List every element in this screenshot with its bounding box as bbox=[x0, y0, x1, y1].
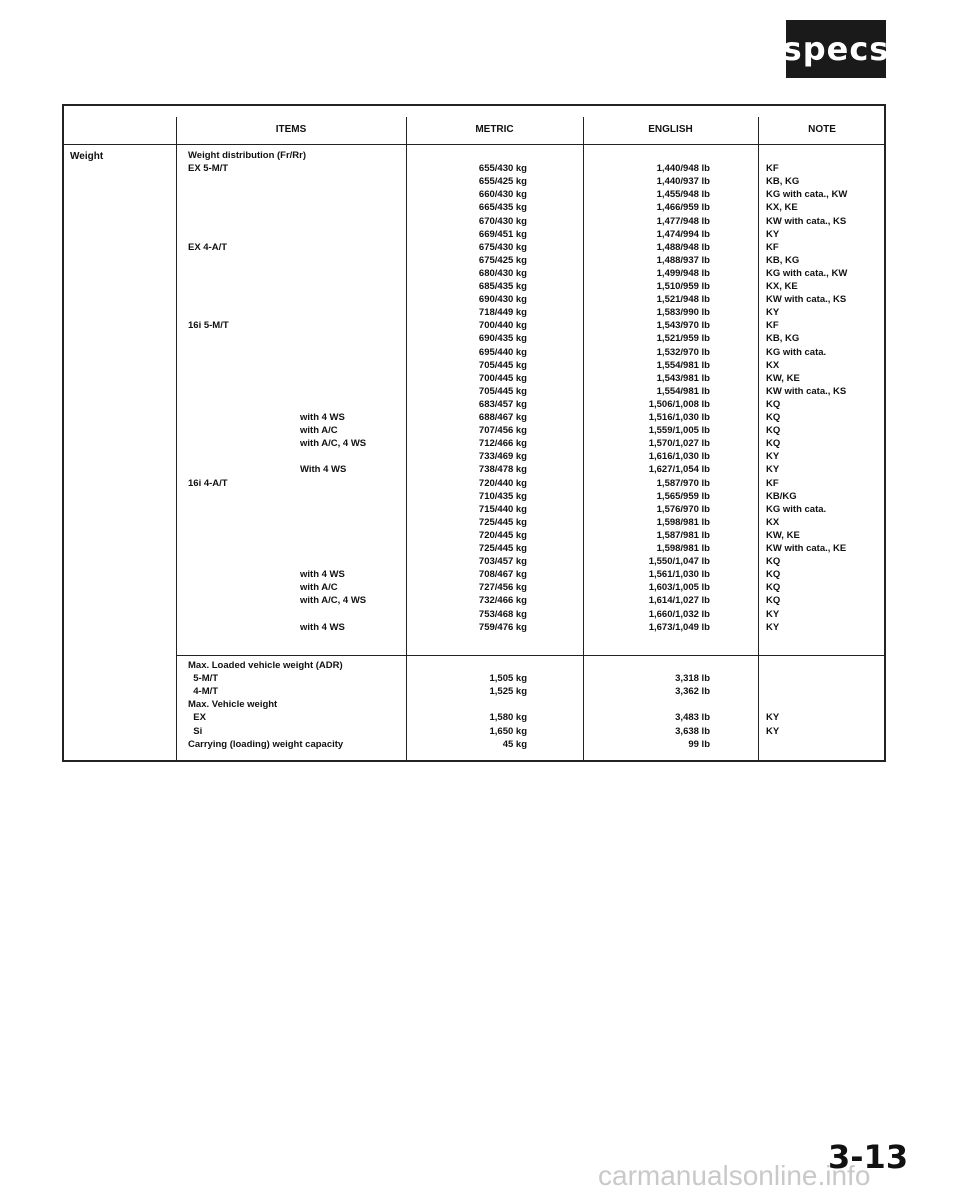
rows-e: 1,543/981 lb bbox=[656, 372, 710, 384]
rows2-m: 1,580 kg bbox=[489, 712, 527, 724]
rows-m: 700/445 kg bbox=[478, 372, 527, 384]
rows-n: KW with cata., KS bbox=[766, 294, 847, 306]
rows-l2: with A/C bbox=[300, 582, 338, 594]
watermark: carmanualsonline.info bbox=[598, 1160, 871, 1191]
header-rule bbox=[176, 144, 885, 145]
rows-m: 715/440 kg bbox=[478, 503, 527, 515]
rows-l2: with 4 WS bbox=[300, 621, 345, 633]
rows2-e: 3,318 lb bbox=[675, 673, 710, 685]
rows-l1: Weight distribution (Fr/Rr) bbox=[188, 150, 307, 161]
rows2-m: 45 kg bbox=[502, 738, 527, 750]
rows-e: 1,488/948 lb bbox=[656, 241, 710, 253]
rows-e: 1,440/937 lb bbox=[656, 176, 710, 188]
rows-m: 727/456 kg bbox=[478, 582, 527, 594]
rows-l1: EX 4-A/T bbox=[188, 241, 228, 253]
rows-m: 703/457 kg bbox=[478, 556, 527, 568]
rows-e: 1,583/990 lb bbox=[656, 307, 710, 319]
rows-e: 1,466/959 lb bbox=[656, 202, 710, 214]
rows-m: 660/430 kg bbox=[478, 189, 527, 201]
rows-e: 1,570/1,027 lb bbox=[648, 438, 710, 450]
rows2-m: 1,505 kg bbox=[489, 673, 527, 685]
rows-n: KF bbox=[766, 241, 779, 253]
rows-m: 705/445 kg bbox=[478, 359, 527, 371]
rows-m: 690/435 kg bbox=[478, 333, 527, 345]
rows-e: 1,559/1,005 lb bbox=[648, 425, 710, 437]
rows-l2: With 4 WS bbox=[300, 464, 347, 476]
rows-n: KQ bbox=[766, 398, 781, 410]
rows2-e: 3,362 lb bbox=[675, 686, 710, 698]
rows-l1: EX 5-M/T bbox=[188, 163, 229, 175]
rows-m: 675/430 kg bbox=[478, 241, 527, 253]
rows-l2: with A/C, 4 WS bbox=[300, 438, 367, 450]
rows-m: 705/445 kg bbox=[478, 385, 527, 397]
rows2-l1: Si bbox=[188, 725, 203, 737]
rows-m: 675/425 kg bbox=[478, 254, 527, 266]
rows2-l1: Carrying (loading) weight capacity bbox=[188, 738, 344, 750]
rows-l2: with A/C, 4 WS bbox=[300, 595, 367, 607]
rows-n: KW, KE bbox=[766, 529, 800, 541]
header-note: NOTE bbox=[808, 124, 836, 135]
rows-e: 1,603/1,005 lb bbox=[648, 582, 710, 594]
rows-e: 1,616/1,030 lb bbox=[648, 451, 710, 463]
rows-n: KY bbox=[766, 608, 780, 620]
rows2-e: 99 lb bbox=[688, 738, 710, 750]
rows-n: KX bbox=[766, 359, 780, 371]
rows-m: 759/476 kg bbox=[478, 621, 527, 633]
rows-m: 707/456 kg bbox=[478, 425, 527, 437]
rows-n: KY bbox=[766, 307, 780, 319]
rows-m: 655/430 kg bbox=[478, 163, 527, 175]
rows-n: KQ bbox=[766, 556, 781, 568]
rows-n: KF bbox=[766, 163, 779, 175]
rows-n: KB/KG bbox=[766, 490, 797, 502]
header-metric: METRIC bbox=[475, 124, 514, 135]
rows-n: KW, KE bbox=[766, 372, 800, 384]
rows-e: 1,516/1,030 lb bbox=[648, 412, 710, 423]
rows-e: 1,561/1,030 lb bbox=[648, 569, 710, 581]
rows-m: 685/435 kg bbox=[478, 281, 527, 292]
rows-e: 1,576/970 lb bbox=[656, 503, 710, 515]
rows-e: 1,477/948 lb bbox=[656, 215, 710, 227]
header-items: ITEMS bbox=[275, 124, 307, 135]
rows-m: 720/440 kg bbox=[478, 477, 527, 489]
rows-n: KF bbox=[766, 320, 779, 332]
rows-m: 725/445 kg bbox=[478, 516, 527, 528]
divider-note bbox=[758, 117, 759, 762]
rows2-m: 1,525 kg bbox=[489, 686, 527, 698]
rows-e: 1,598/981 lb bbox=[656, 516, 710, 528]
rows-l2: with 4 WS bbox=[300, 569, 345, 581]
rows-e: 1,474/994 lb bbox=[656, 228, 710, 240]
rows-e: 1,488/937 lb bbox=[656, 254, 710, 266]
rows-m: 710/435 kg bbox=[478, 490, 527, 502]
rows-n: KX, KE bbox=[766, 281, 798, 292]
header-english: ENGLISH bbox=[648, 124, 693, 135]
rows-n: KW with cata., KS bbox=[766, 215, 847, 227]
divider-items bbox=[176, 117, 177, 762]
rows-n: KW with cata., KS bbox=[766, 385, 847, 397]
rows-n: KY bbox=[766, 228, 780, 240]
rows-n: KQ bbox=[766, 582, 781, 594]
rows-m: 733/469 kg bbox=[478, 451, 527, 463]
rows-l1: 16i 4-A/T bbox=[188, 477, 228, 489]
rows2-l1: EX bbox=[188, 712, 206, 724]
rows-e: 1,554/981 lb bbox=[656, 385, 710, 397]
rows-e: 1,565/959 lb bbox=[656, 490, 710, 502]
rows-e: 1,532/970 lb bbox=[656, 346, 710, 358]
rows-e: 1,598/981 lb bbox=[656, 543, 710, 554]
rows-m: 655/425 kg bbox=[478, 176, 527, 188]
rows-n: KY bbox=[766, 464, 780, 476]
rows-n: KQ bbox=[766, 569, 781, 581]
rows-m: 695/440 kg bbox=[478, 346, 527, 358]
rows-e: 1,587/970 lb bbox=[656, 477, 710, 489]
rows2-l1: 5-M/T bbox=[188, 673, 219, 685]
rows-e: 1,440/948 lb bbox=[656, 163, 710, 175]
rows-n: KY bbox=[766, 451, 780, 463]
rows2-n: KY bbox=[766, 712, 780, 724]
rows2-l1: 4-M/T bbox=[188, 686, 219, 698]
rows-e: 1,627/1,054 lb bbox=[648, 464, 710, 476]
specs-badge: specs bbox=[786, 20, 886, 78]
rows-n: KG with cata. bbox=[766, 346, 827, 358]
rows-l2: with A/C bbox=[300, 425, 338, 437]
rows-n: KF bbox=[766, 477, 779, 489]
rows2-l1: Max. Loaded vehicle weight (ADR) bbox=[188, 660, 343, 671]
rows2-m: 1,650 kg bbox=[489, 725, 527, 737]
rows-m: 700/440 kg bbox=[478, 320, 527, 332]
rows-n: KY bbox=[766, 621, 780, 633]
rows-n: KQ bbox=[766, 425, 781, 437]
rows-e: 1,455/948 lb bbox=[656, 189, 710, 201]
rows-m: 683/457 kg bbox=[478, 398, 527, 410]
rows-e: 1,510/959 lb bbox=[656, 281, 710, 292]
rows-m: 670/430 kg bbox=[478, 215, 527, 227]
rows-n: KG with cata. bbox=[766, 503, 827, 515]
rows-n: KX, KE bbox=[766, 202, 798, 214]
rows-n: KX bbox=[766, 516, 780, 528]
rows-e: 1,550/1,047 lb bbox=[648, 556, 710, 568]
rows-e: 1,673/1,049 lb bbox=[648, 621, 710, 633]
rows-e: 1,614/1,027 lb bbox=[648, 595, 710, 607]
header-rule-left bbox=[64, 144, 176, 145]
rows-m: 732/466 kg bbox=[478, 595, 527, 607]
section-rule bbox=[176, 655, 885, 656]
rows-m: 738/478 kg bbox=[478, 464, 527, 476]
rows2-n: KY bbox=[766, 725, 780, 737]
rows-n: KB, KG bbox=[766, 176, 800, 188]
rows-m: 688/467 kg bbox=[478, 412, 527, 423]
rows-m: 669/451 kg bbox=[478, 228, 527, 240]
rows-e: 1,543/970 lb bbox=[656, 320, 710, 332]
page-number: 3-13 bbox=[828, 1138, 909, 1176]
rows2-l1: Max. Vehicle weight bbox=[188, 699, 278, 711]
rows-m: 725/445 kg bbox=[478, 543, 527, 554]
rows-e: 1,506/1,008 lb bbox=[648, 398, 710, 410]
rows-n: KB, KG bbox=[766, 254, 800, 266]
rows-n: KQ bbox=[766, 438, 781, 450]
rows-e: 1,554/981 lb bbox=[656, 359, 710, 371]
rows-m: 690/430 kg bbox=[478, 294, 527, 306]
rows-n: KQ bbox=[766, 595, 781, 607]
rows-m: 712/466 kg bbox=[478, 438, 527, 450]
rows-n: KB, KG bbox=[766, 333, 800, 345]
rows-n: KW with cata., KE bbox=[766, 543, 847, 554]
rows-e: 1,587/981 lb bbox=[656, 529, 710, 541]
rows-l2: with 4 WS bbox=[300, 412, 345, 423]
rows-m: 680/430 kg bbox=[478, 267, 527, 279]
rows-n: KG with cata., KW bbox=[766, 267, 848, 279]
rows-m: 665/435 kg bbox=[478, 202, 527, 214]
rows-n: KG with cata., KW bbox=[766, 189, 848, 201]
rows-m: 720/445 kg bbox=[478, 529, 527, 541]
rows-n: KQ bbox=[766, 412, 781, 423]
rows-e: 1,521/948 lb bbox=[656, 294, 710, 306]
rows-e: 1,521/959 lb bbox=[656, 333, 710, 345]
rows2-e: 3,483 lb bbox=[675, 712, 710, 724]
rows-m: 753/468 kg bbox=[478, 608, 527, 620]
rows-m: 708/467 kg bbox=[478, 569, 527, 581]
rows-e: 1,660/1,032 lb bbox=[648, 608, 710, 620]
rows-e: 1,499/948 lb bbox=[656, 267, 710, 279]
rows2-e: 3,638 lb bbox=[675, 725, 710, 737]
category-weight: Weight bbox=[70, 151, 104, 162]
rows-m: 718/449 kg bbox=[478, 307, 527, 319]
rows-l1: 16i 5-M/T bbox=[188, 320, 229, 332]
